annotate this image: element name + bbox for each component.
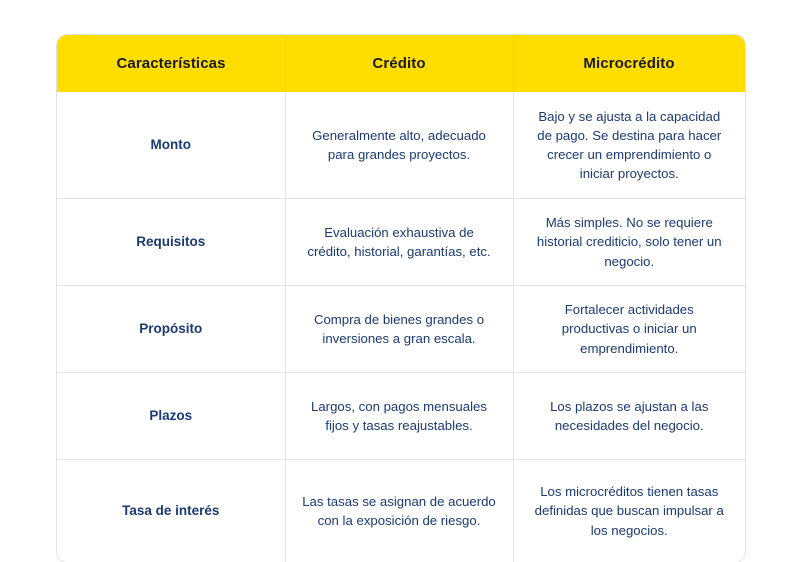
microcredito-text: Bajo y se ajusta a la capacidad de pago. Se destina para hacer crecer un emprendimiento o iniciar proyectos. <box>530 107 730 184</box>
table-row <box>57 286 745 373</box>
credito-text: Compra de bienes grandes o inversiones a gran escala. <box>302 310 497 348</box>
microcredito-text: Los microcréditos tienen tasas definidas que buscan impulsar a los negocios. <box>530 482 730 539</box>
microcredito-text: Más simples. No se requiere historial crediticio, solo tener un negocio. <box>530 213 730 270</box>
cell-credito-tasa-de-interes <box>285 460 513 562</box>
table-row <box>57 199 745 286</box>
credito-text: Las tasas se asignan de acuerdo con la exposición de riesgo. <box>302 492 497 530</box>
table-row <box>57 92 745 199</box>
feature-label: Monto <box>67 135 275 155</box>
feature-label: Plazos <box>67 406 275 426</box>
table-row <box>57 460 745 562</box>
credit-comparison-table <box>57 35 745 562</box>
cell-microcredito-proposito <box>513 286 745 373</box>
credito-text: Generalmente alto, adecuado para grandes proyectos. <box>302 126 497 164</box>
cell-microcredito-plazos <box>513 373 745 460</box>
feature-label: Tasa de interés <box>67 501 275 521</box>
cell-credito-monto <box>285 92 513 199</box>
table-header-row <box>57 35 745 92</box>
cell-feature-monto <box>57 92 285 199</box>
cell-feature-tasa-de-interes <box>57 460 285 562</box>
table-row <box>57 373 745 460</box>
cell-feature-proposito <box>57 286 285 373</box>
cell-microcredito-requisitos <box>513 199 745 286</box>
table-header <box>57 35 745 92</box>
comparison-table-container <box>57 35 745 562</box>
column-header-microcredito: Microcrédito <box>513 35 745 92</box>
microcredito-text: Los plazos se ajustan a las necesidades del negocio. <box>530 397 730 435</box>
credito-text: Evaluación exhaustiva de crédito, historial, garantías, etc. <box>302 223 497 261</box>
table-body <box>57 92 745 562</box>
cell-microcredito-tasa-de-interes <box>513 460 745 562</box>
cell-feature-plazos <box>57 373 285 460</box>
feature-label: Propósito <box>67 319 275 339</box>
credito-text: Largos, con pagos mensuales fijos y tasas reajustables. <box>302 397 497 435</box>
cell-credito-requisitos <box>285 199 513 286</box>
column-header-caracteristicas: Características <box>57 35 285 92</box>
cell-credito-plazos <box>285 373 513 460</box>
microcredito-text: Fortalecer actividades productivas o iniciar un emprendimiento. <box>530 300 730 357</box>
cell-microcredito-monto <box>513 92 745 199</box>
column-header-credito: Crédito <box>285 35 513 92</box>
feature-label: Requisitos <box>67 232 275 252</box>
cell-credito-proposito <box>285 286 513 373</box>
cell-feature-requisitos <box>57 199 285 286</box>
